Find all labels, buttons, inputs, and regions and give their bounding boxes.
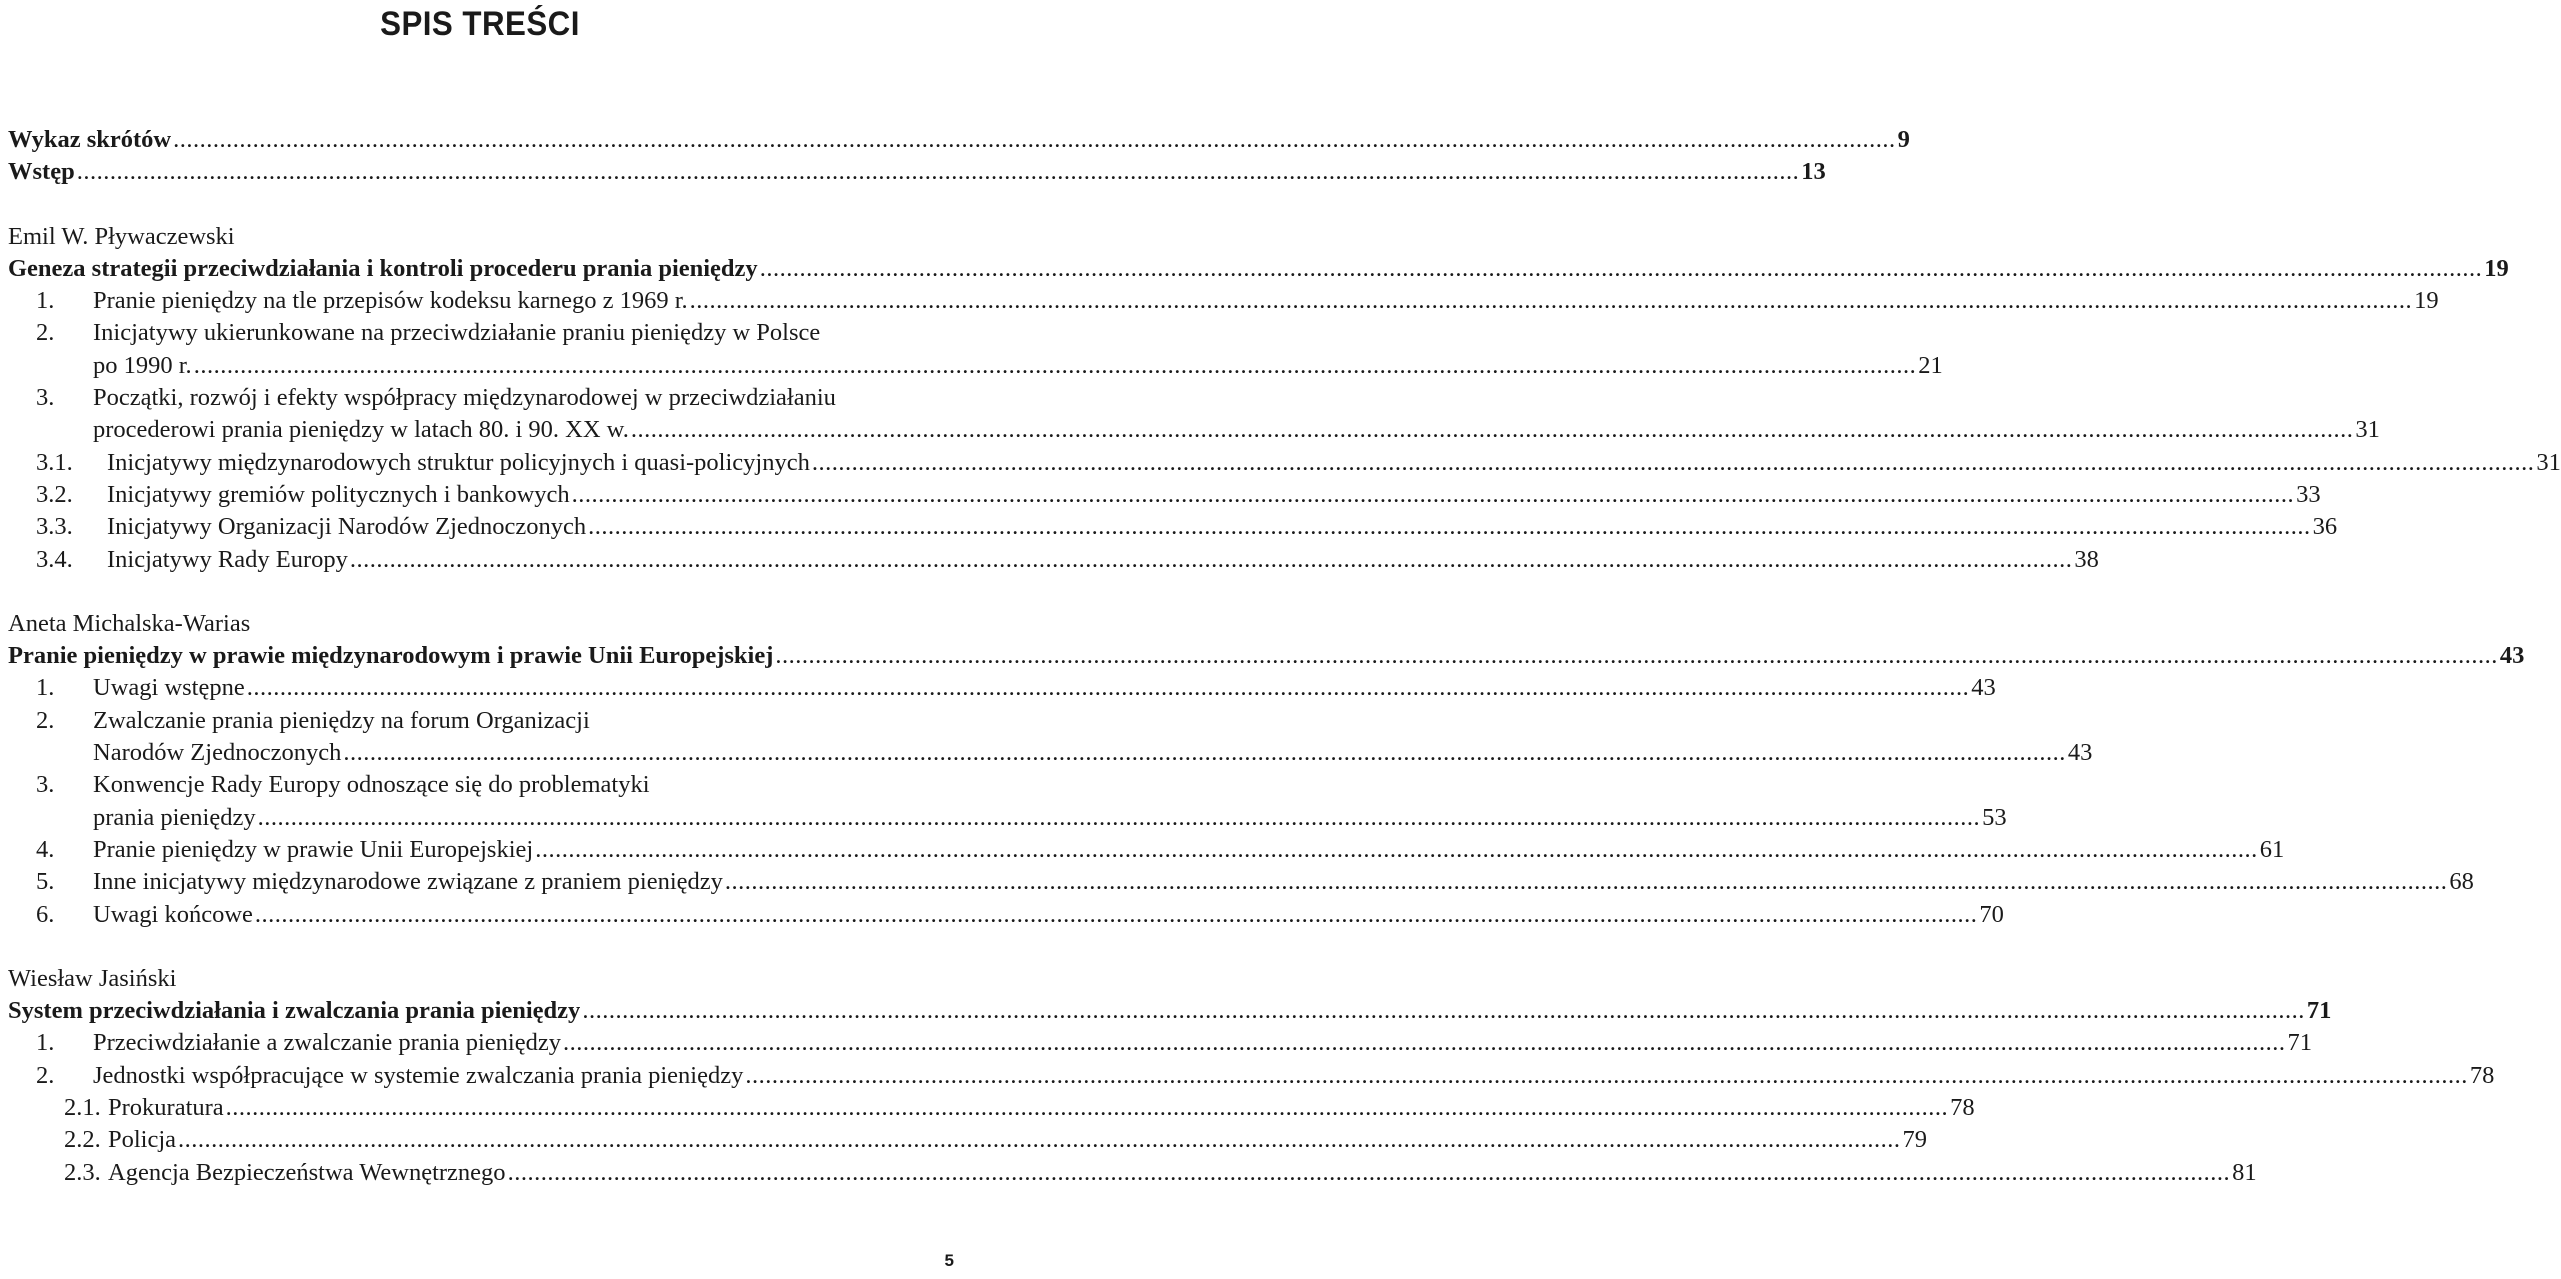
chapter-title: Pranie pieniędzy w prawie międzynarodowym i prawie Unii Europejskiej: [8, 642, 774, 670]
entry-number: 4.: [36, 835, 55, 863]
toc-page-number: 43: [2499, 642, 2525, 670]
toc-page-number: 31: [2536, 448, 2561, 476]
entry-number: 3.1.: [36, 448, 73, 476]
toc-chapter[interactable]: [8, 640, 2525, 672]
toc-page-number: 71: [2306, 997, 2332, 1025]
toc-page-number: 78: [1950, 1094, 1975, 1122]
toc-page-number: 9: [1897, 126, 1910, 153]
entry-label: Prokuratura: [108, 1094, 224, 1122]
entry-label: Jednostki współpracujące w systemie zwalczania prania pieniędzy: [93, 1061, 744, 1089]
entry-number: 2.: [36, 1061, 55, 1089]
toc-entry[interactable]: [8, 672, 1996, 704]
chapter-title: Geneza strategii przeciwdziałania i kontroli procederu prania pieniędzy: [8, 254, 758, 282]
toc-entry-continuation[interactable]: [8, 802, 2007, 834]
dot-leader: [258, 802, 1981, 834]
toc-page-number: 70: [1979, 900, 2004, 928]
entry-number: 2.: [36, 319, 55, 347]
toc-page-number: 43: [2067, 739, 2093, 767]
toc-subentry[interactable]: [8, 1124, 1928, 1156]
dot-leader: [535, 834, 2258, 866]
entry-label-continued: prania pieniędzy: [93, 803, 256, 831]
toc-page-number: 81: [2232, 1158, 2257, 1186]
dot-leader: [760, 253, 2483, 285]
dot-leader: [226, 1092, 1949, 1124]
entry-number: 2.3.: [64, 1158, 101, 1186]
entry-label: Inicjatywy gremiów politycznych i bankowych: [107, 480, 570, 508]
toc-entry[interactable]: [8, 285, 2439, 317]
toc-page-number: 19: [2484, 254, 2509, 282]
toc-page-number: 31: [2355, 416, 2380, 444]
dot-leader: [775, 640, 2498, 672]
entry-label: Inne inicjatywy międzynarodowe związane z praniem pieniędzy: [93, 868, 723, 896]
entry-label: Zwalczanie prania pieniędzy na forum Organizacji: [93, 706, 590, 734]
toc-page-number: 13: [1801, 158, 1826, 186]
entry-label-continued: Narodów Zjednoczonych: [93, 739, 342, 767]
toc-page-number: 78: [2469, 1061, 2495, 1089]
entry-label-continued: procederowi prania pieniędzy w latach 80. i 90. XX w.: [93, 416, 629, 444]
entry-label: Początki, rozwój i efekty współpracy międzynarodowej w przeciwdziałaniu: [93, 384, 836, 412]
toc-entry-abbreviations[interactable]: [8, 124, 1910, 156]
toc-page-number: 68: [2449, 868, 2474, 896]
dot-leader: [725, 866, 2448, 898]
entry-label-continued: po 1990 r.: [93, 351, 192, 379]
dot-leader: [563, 1027, 2286, 1059]
toc-subentry[interactable]: [8, 1092, 1975, 1124]
toc-entry-continuation[interactable]: [8, 737, 2093, 769]
toc-entry-continuation[interactable]: [8, 414, 2380, 446]
dot-leader: [588, 511, 2311, 543]
entry-label: Uwagi końcowe: [93, 900, 253, 928]
entry-label: Agencja Bezpieczeństwa Wewnętrznego: [108, 1158, 506, 1186]
toc-entry[interactable]: [8, 317, 956, 349]
dot-leader: [812, 447, 2535, 479]
dot-leader: [77, 156, 1800, 188]
dot-leader: [343, 737, 2066, 769]
entry-number: 3.3.: [36, 513, 73, 541]
section-author: [8, 221, 956, 253]
toc-entry-label: Wstęp: [8, 158, 75, 186]
dot-leader: [572, 479, 2295, 511]
toc-page-number: 61: [2259, 835, 2285, 863]
dot-leader: [508, 1157, 2231, 1189]
entry-number: 1.: [36, 1029, 55, 1057]
dot-leader: [582, 995, 2305, 1027]
toc-page-number: 79: [1902, 1126, 1928, 1154]
toc-page-number: 43: [1971, 674, 1996, 702]
entry-label: Konwencje Rady Europy odnoszące się do problematyki: [93, 771, 650, 799]
section-author: [8, 963, 956, 995]
toc-subentry[interactable]: [8, 1157, 2257, 1189]
dot-leader: [178, 1124, 1901, 1156]
toc-page-number: 33: [2296, 480, 2321, 508]
chapter-title: System przeciwdziałania i zwalczania prania pieniędzy: [8, 997, 581, 1025]
entry-number: 3.: [36, 384, 55, 412]
entry-label: Inicjatywy ukierunkowane na przeciwdziałanie praniu pieniędzy w Polsce: [93, 319, 821, 347]
toc-subentry[interactable]: [8, 447, 2561, 479]
page-title: SPIS TREŚCI: [380, 5, 580, 43]
toc-entry[interactable]: [8, 382, 956, 414]
section-author: [8, 608, 956, 640]
toc-entry[interactable]: [8, 1027, 2312, 1059]
dot-leader: [173, 124, 1896, 156]
entry-label: Pranie pieniędzy na tle przepisów kodeksu karnego z 1969 r.: [93, 287, 688, 315]
toc-page-number: 19: [2414, 287, 2439, 315]
entry-number: 6.: [36, 900, 55, 928]
toc-page-number: 36: [2312, 513, 2338, 541]
entry-number: 3.2.: [36, 480, 73, 508]
toc-subentry[interactable]: [8, 544, 2099, 576]
dot-leader: [745, 1060, 2468, 1092]
toc-chapter[interactable]: [8, 253, 2509, 285]
entry-label: Pranie pieniędzy w prawie Unii Europejskiej: [93, 835, 534, 863]
table-of-contents: [8, 124, 2561, 1189]
toc-entry[interactable]: [8, 1060, 2495, 1092]
toc-subentry[interactable]: [8, 479, 2321, 511]
toc-page-number: 71: [2287, 1029, 2312, 1057]
author-name: Aneta Michalska-Warias: [8, 609, 251, 637]
entry-number: 1.: [36, 287, 55, 315]
dot-leader: [194, 350, 1917, 382]
dot-leader: [255, 899, 1978, 931]
toc-page-number: 21: [1918, 351, 1943, 379]
toc-entry[interactable]: [8, 834, 2285, 866]
entry-number: 2.: [36, 706, 55, 734]
entry-number: 3.4.: [36, 545, 73, 573]
dot-leader: [631, 414, 2354, 446]
entry-label: Przeciwdziałanie a zwalczanie prania pieniędzy: [93, 1029, 561, 1057]
toc-entry[interactable]: [8, 866, 2474, 898]
entry-label: Policja: [108, 1126, 177, 1154]
entry-number: 1.: [36, 674, 55, 702]
toc-entry[interactable]: [8, 769, 956, 801]
entry-number: 2.1.: [64, 1094, 101, 1122]
entry-label: Inicjatywy Organizacji Narodów Zjednoczonych: [107, 513, 587, 541]
entry-label: Uwagi wstępne: [93, 674, 245, 702]
toc-entry[interactable]: [8, 705, 956, 737]
toc-subentry[interactable]: [8, 511, 2338, 543]
dot-leader: [247, 672, 1970, 704]
toc-entry[interactable]: [8, 899, 2004, 931]
dot-leader: [350, 544, 2073, 576]
author-name: Wiesław Jasiński: [8, 964, 177, 992]
entry-label: Inicjatywy Rady Europy: [107, 545, 348, 573]
entry-number: 2.2.: [64, 1126, 101, 1154]
entry-number: 3.: [36, 771, 55, 799]
toc-entry-continuation[interactable]: [8, 350, 1943, 382]
page-number: 5: [944, 1251, 954, 1270]
entry-number: 5.: [36, 868, 55, 896]
toc-entry-label: Wykaz skrótów: [8, 126, 172, 153]
toc-entry-introduction[interactable]: [8, 156, 1826, 188]
toc-page-number: 38: [2074, 545, 2099, 573]
toc-page-number: 53: [1982, 803, 2007, 831]
toc-chapter[interactable]: [8, 995, 2332, 1027]
entry-label: Inicjatywy międzynarodowych struktur policyjnych i quasi-policyjnych: [107, 448, 810, 476]
dot-leader: [690, 285, 2413, 317]
author-name: Emil W. Pływaczewski: [8, 222, 235, 250]
